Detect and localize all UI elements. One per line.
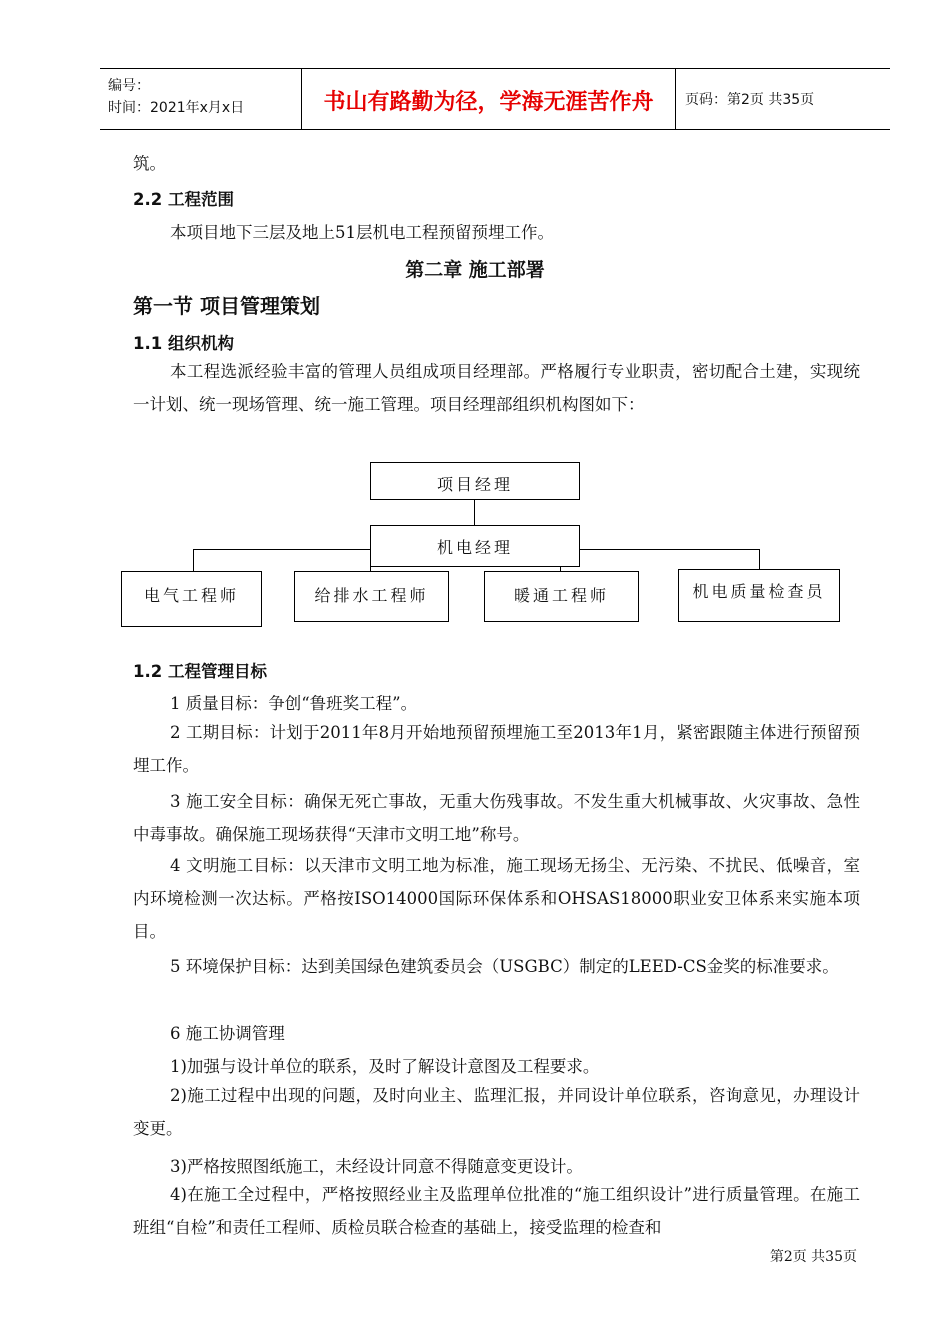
goal-1: 1 质量目标：争创“鲁班奖工程”。 (170, 694, 418, 713)
org-connector (759, 549, 760, 571)
section-2-2-text: 本项目地下三层及地上51层机电工程预留预埋工作。 (170, 223, 554, 242)
org-node-label: 机电质量检查员 (692, 582, 826, 601)
goal-4: 4 文明施工目标：以天津市文明工地为标准，施工现场无扬尘、无污染、不扰民、低噪音，室内环境检测一次达标。严格按ISO14000国际环保体系和OHSAS18000职业安卫体系来实施本项目。 (133, 856, 860, 941)
goal-5: 5 环境保护目标：达到美国绿色建筑委员会（USGBC）制定的LEED-CS金奖的标准要求。 (170, 957, 839, 976)
section-2-2-title: 2.2 工程范围 (133, 190, 234, 209)
header-motto: 书山有路勤为径，学海无涯苦作舟 (323, 90, 654, 115)
page-footer: 第2页 共35页 (769, 1249, 857, 1265)
goal-2: 2 工期目标：计划于2011年8月开始地预留预埋施工至2013年1月，紧密跟随主体进行预留预埋工作。 (133, 723, 860, 775)
org-connector (193, 549, 194, 571)
section-1-1-title: 1.1 组织机构 (133, 334, 234, 353)
coordination-item-1: 1)加强与设计单位的联系，及时了解设计意图及工程要求。 (170, 1057, 600, 1076)
org-node-electrical-engineer (121, 571, 262, 627)
org-node-mep-manager (370, 525, 580, 567)
section-1-1-text: 本工程选派经验丰富的管理人员组成项目经理部。严格履行专业职责，密切配合土建，实现统一计划、统一现场管理、统一施工管理。项目经理部组织机构图如下： (133, 362, 860, 414)
org-node-label: 给排水工程师 (314, 586, 429, 605)
document-number-label: 编号： (108, 78, 150, 94)
document-date-label: 时间：2021年x月x日 (108, 100, 245, 116)
coordination-item-2: 2)施工过程中出现的问题，及时向业主、监理汇报，并同设计单位联系，咨询意见，办理设计变更。 (133, 1086, 860, 1138)
org-node-label: 电气工程师 (143, 586, 239, 605)
org-node-plumbing-engineer (294, 571, 449, 622)
chapter-title: 第二章 施工部署 (405, 259, 545, 281)
org-node-label: 机电经理 (436, 538, 513, 557)
goal-3: 3 施工安全目标：确保无死亡事故，无重大伤残事故。不发生重大机械事故、火灾事故、急性中毒事故。确保施工现场获得“天津市文明工地”称号。 (133, 792, 860, 844)
org-node-label: 暖通工程师 (513, 586, 609, 605)
section-1-title: 第一节 项目管理策划 (133, 294, 320, 318)
coordination-item-4: 4)在施工全过程中，严格按照经业主及监理单位批准的“施工组织设计”进行质量管理。在施工班组“自检”和责任工程师、质检员联合检查的基础上，接受监理的检查和 (133, 1185, 860, 1237)
header-left (108, 75, 244, 119)
org-node-label: 项目经理 (436, 475, 513, 494)
coordination-item-3: 3)严格按照图纸施工，未经设计同意不得随意变更设计。 (170, 1157, 583, 1176)
continued-text: 筑。 (133, 154, 166, 173)
page-header (100, 68, 890, 130)
header-page-label: 页码：第2页 共35页 (685, 92, 815, 108)
org-node-hvac-engineer (484, 571, 639, 622)
header-divider (675, 69, 676, 129)
org-connector (474, 500, 475, 525)
section-1-2-title: 1.2 工程管理目标 (133, 662, 267, 681)
org-node-quality-inspector (678, 569, 840, 622)
goal-6: 6 施工协调管理 (170, 1024, 285, 1043)
org-node-project-manager (370, 462, 580, 500)
